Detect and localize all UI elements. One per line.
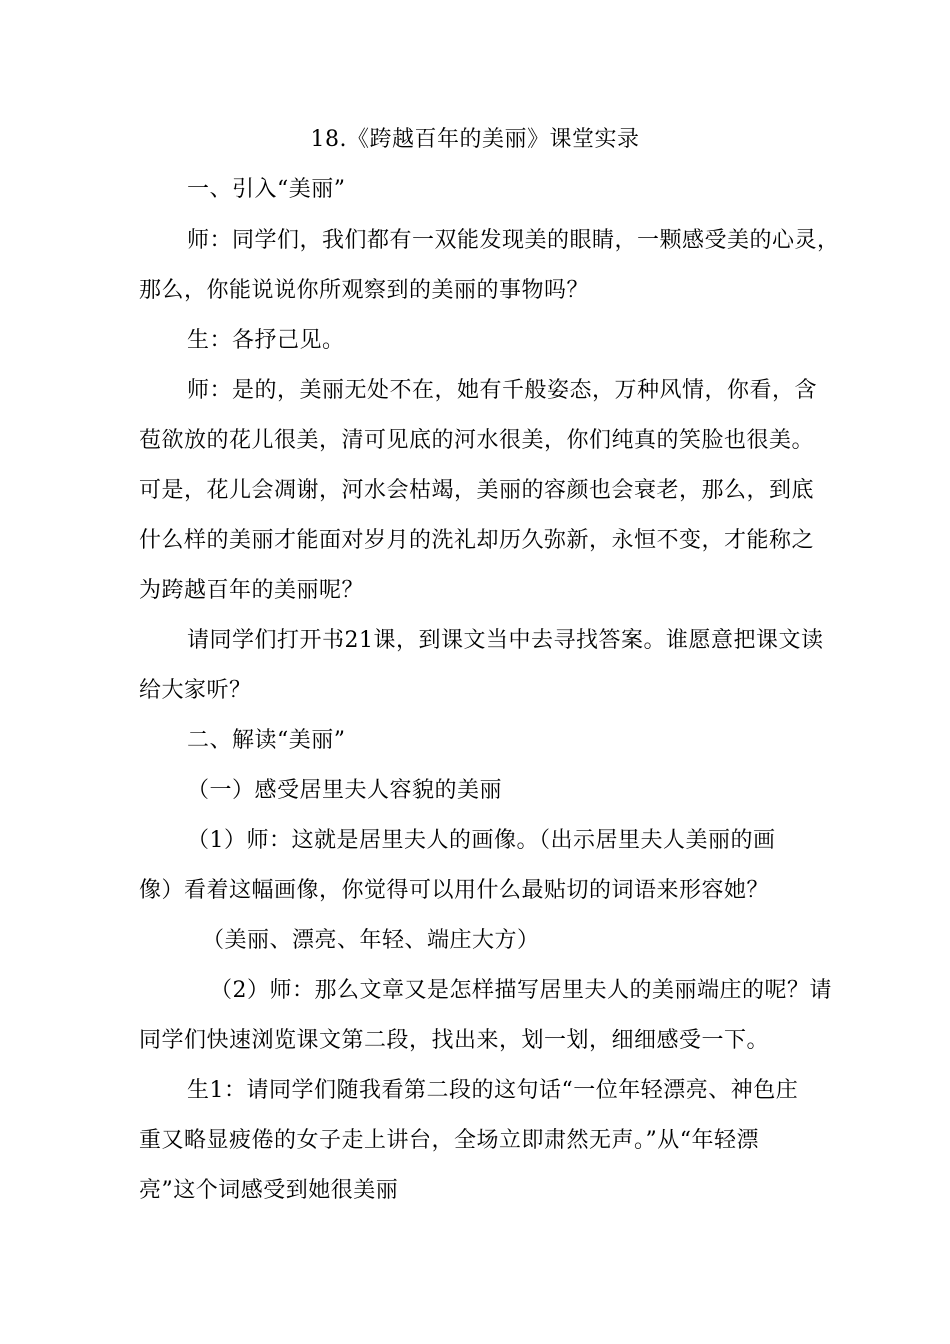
paragraph-line: 像）看着这幅画像，你觉得可以用什么最贴切的词语来形容她？ (139, 878, 770, 903)
paragraph-line: 重又略显疲倦的女子走上讲台，全场立即肃然无声。”从“年轻漂 (139, 1128, 759, 1153)
paragraph-line: 亮”这个词感受到她很美丽 (139, 1178, 399, 1203)
paragraph-line: 生：各抒己见。 (187, 328, 345, 353)
paragraph-line: （美丽、漂亮、年轻、端庄大方） (202, 928, 540, 953)
paragraph-line: （2）师：那么文章又是怎样描写居里夫人的美丽端庄的呢？请 (210, 978, 832, 1003)
section-heading-1: 一、引入“美丽” (187, 177, 346, 202)
paragraph-line: 同学们快速浏览课文第二段，找出来，划一划，细细感受一下。 (139, 1028, 770, 1053)
paragraph-line: 那么，你能说说你所观察到的美丽的事物吗？ (139, 278, 590, 303)
section-heading-2: 二、解读“美丽” (187, 728, 346, 753)
paragraph-line: 苞欲放的花儿很美，清可见底的河水很美，你们纯真的笑脸也很美。 (139, 428, 815, 453)
document-title: 18.《跨越百年的美丽》课堂实录 (310, 127, 640, 152)
paragraph-line: 请同学们打开书21课，到课文当中去寻找答案。谁愿意把课文读 (187, 628, 824, 653)
paragraph-line: 师：是的，美丽无处不在，她有千般姿态，万种风情，你看，含 (187, 378, 818, 403)
paragraph-line: 什么样的美丽才能面对岁月的洗礼却历久弥新，永恒不变，才能称之 (139, 528, 815, 553)
subsection-heading: （一）感受居里夫人容貌的美丽 (187, 778, 503, 803)
paragraph-line: 为跨越百年的美丽呢？ (139, 578, 365, 603)
paragraph-line: 师：同学们，我们都有一双能发现美的眼睛，一颗感受美的心灵， (187, 228, 840, 253)
paragraph-line: 给大家听？ (139, 678, 252, 703)
paragraph-line: 可是，花儿会凋谢，河水会枯竭，美丽的容颜也会衰老，那么，到底 (139, 478, 815, 503)
paragraph-line: （1）师：这就是居里夫人的画像。（出示居里夫人美丽的画 (187, 828, 776, 853)
paragraph-line: 生1：请同学们随我看第二段的这句话“一位年轻漂亮、神色庄 (187, 1078, 799, 1103)
